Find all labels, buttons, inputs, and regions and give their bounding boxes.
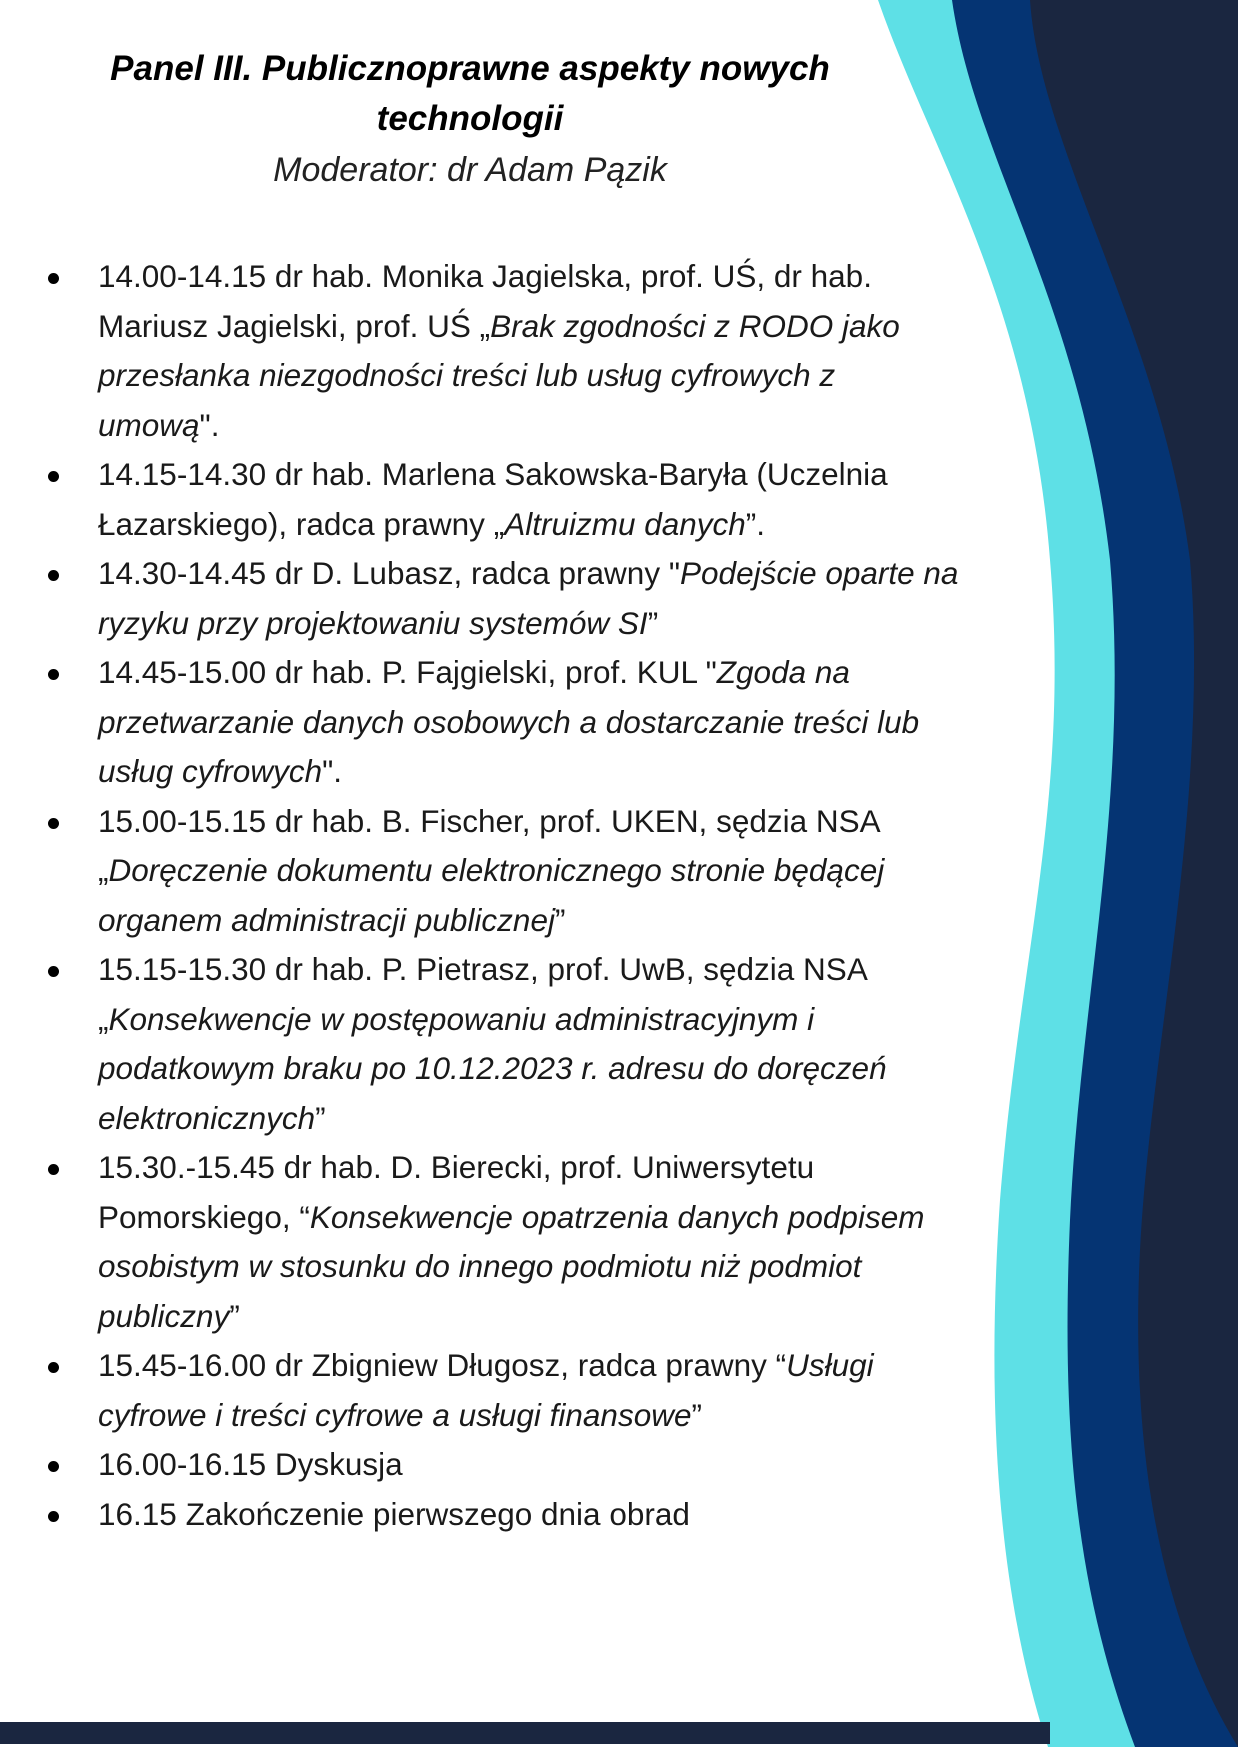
agenda-item [40, 549, 960, 648]
agenda-item-tail: ” [647, 604, 659, 641]
agenda-item-plain: 16.00-16.15 Dyskusja [98, 1446, 403, 1482]
agenda-item [40, 1440, 960, 1490]
agenda-item [40, 252, 960, 450]
moderator: Moderator: dr Adam Pązik [273, 151, 667, 189]
agenda-item-plain: 16.15 Zakończenie pierwszego dnia obrad [98, 1495, 690, 1532]
agenda-item-plain: 15.30.-15.45 dr hab. D. Bierecki, prof. Uniwersytetu Pomorskiego, “ [98, 1149, 815, 1235]
agenda-item [40, 1143, 960, 1341]
agenda-item-plain: 14.15-14.30 dr hab. Marlena Sakowska-Baryła (Uczelnia Łazarskiego), radca prawny „ [98, 456, 888, 542]
agenda-item-plain: 14.30-14.45 dr D. Lubasz, radca prawny " [98, 555, 681, 591]
agenda-item-italic: Brak zgodności z RODO jako przesłanka niezgodności treści lub usług cyfrowych z umową [98, 307, 900, 443]
agenda-item-plain: 15.15-15.30 dr hab. P. Pietrasz, prof. UwB, sędzia NSA „ [98, 951, 867, 1037]
agenda-item-italic: Konsekwencje w postępowaniu administracyjnym i podatkowym braku po 10.12.2023 r. adresu do doręczeń elektronicznych [98, 1000, 887, 1136]
agenda-item-italic: Doręczenie dokumentu elektronicznego stronie będącej organem administracji publicznej [98, 852, 885, 938]
agenda-item-tail: ” [691, 1396, 702, 1433]
agenda-item-tail: ” [554, 901, 566, 938]
agenda-item-plain: 14.45-15.00 dr hab. P. Fajgielski, prof. KUL " [98, 654, 717, 690]
header [60, 44, 880, 196]
agenda-item-tail: ”. [745, 505, 766, 542]
agenda-item-plain: 14.00-14.15 dr hab. Monika Jagielska, prof. UŚ, dr hab. Mariusz Jagielski, prof. UŚ „ [98, 258, 872, 344]
agenda-item-italic: Konsekwencje opatrzenia danych podpisem osobistym w stosunku do innego podmiotu niż podmiot publiczny [98, 1198, 925, 1334]
agenda-item-italic: Zgoda na przetwarzanie danych osobowych a dostarczanie treści lub usług cyfrowych [98, 654, 920, 789]
bottom-bar [0, 1722, 1050, 1744]
agenda-item [40, 945, 960, 1143]
agenda-item-plain: 15.00-15.15 dr hab. B. Fischer, prof. UKEN, sędzia NSA „ [98, 802, 879, 888]
agenda-item [40, 797, 960, 946]
agenda-list [40, 252, 960, 1539]
panel-title: Panel III. Publicznoprawne aspekty nowych technologii [110, 49, 830, 138]
agenda-item [40, 1490, 960, 1540]
agenda-item-tail: ” [315, 1099, 326, 1136]
agenda-item-tail: ". [322, 753, 343, 789]
agenda-item [40, 648, 960, 797]
agenda-item-plain: 15.45-16.00 dr Zbigniew Długosz, radca prawny “ [98, 1347, 787, 1383]
agenda-item-tail: ". [199, 406, 220, 443]
agenda-item-tail: ” [229, 1297, 240, 1334]
agenda-item [40, 450, 960, 549]
agenda-item-italic: Podejście oparte na ryzyku przy projektowaniu systemów SI [98, 555, 959, 641]
agenda-item-italic: Usługi cyfrowe i treści cyfrowe a usługi finansowe [98, 1347, 874, 1433]
agenda-item-italic: Altruizmu danych [504, 505, 746, 542]
agenda-item [40, 1341, 960, 1440]
